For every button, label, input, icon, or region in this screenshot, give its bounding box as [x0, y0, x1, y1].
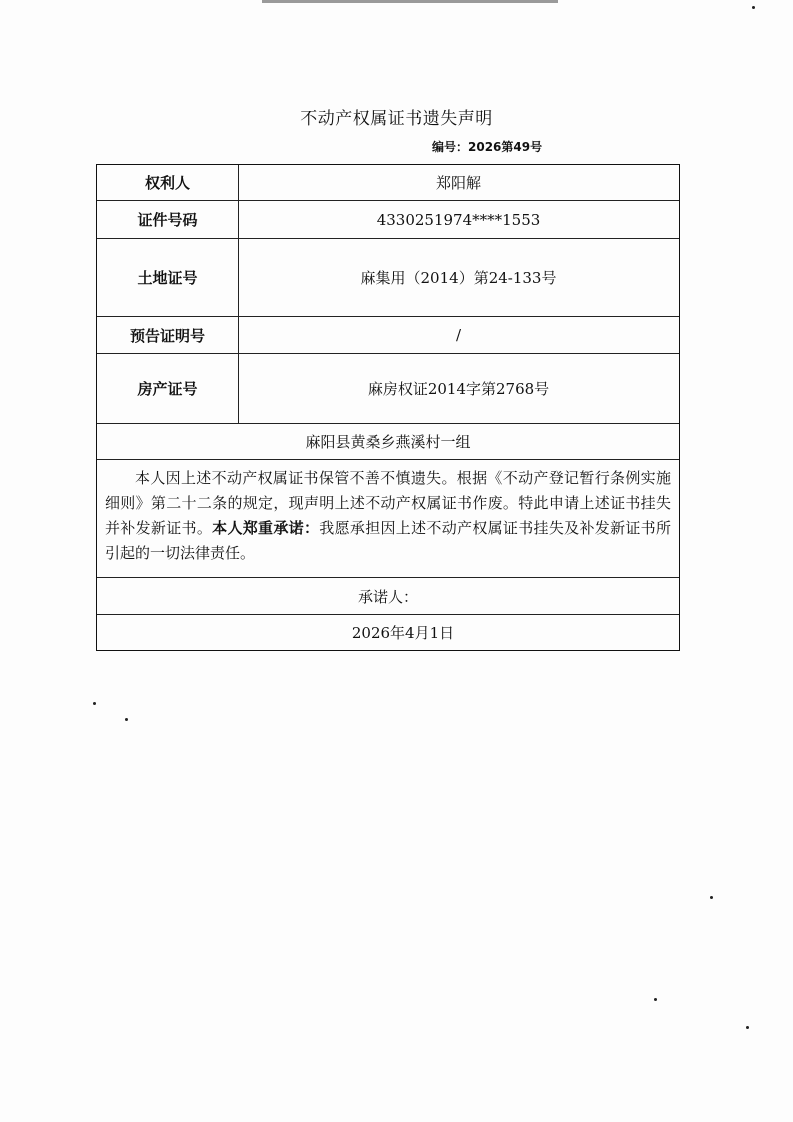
scan-speck	[752, 6, 755, 9]
declaration-table	[96, 164, 680, 651]
statement-part2: 我愿承担因上述不动产权属证书挂失及补发新证书所引起的一切法律责任。	[105, 519, 671, 562]
row-label: 证件号码	[97, 201, 239, 238]
scan-speck	[654, 998, 657, 1001]
document-title: 不动产权属证书遗失声明	[300, 109, 493, 129]
table-row	[97, 165, 679, 201]
scan-speck	[746, 1026, 749, 1029]
scan-edge-mark	[262, 0, 558, 3]
statement-promise-label: 本人郑重承诺：	[212, 519, 320, 537]
promisor-label: 承诺人：	[357, 587, 418, 606]
property-address: 麻阳县黄桑乡燕溪村一组	[305, 433, 471, 451]
row-value: 郑阳解	[435, 174, 481, 192]
scan-speck	[710, 896, 713, 899]
statement-text	[105, 466, 671, 566]
row-value: 麻集用（2014）第24-133号	[360, 269, 557, 287]
table-row	[97, 239, 679, 317]
statement-part1: 本人因上述不动产权属证书保管不善不慎遗失。根据《不动产登记暂行条例实施细则》第二十二条的规定，现声明上述不动产权属证书作废。特此申请上述证书挂失并补发新证书。	[105, 469, 671, 537]
row-value: 麻房权证2014字第2768号	[367, 380, 550, 398]
table-row	[97, 317, 679, 354]
row-label: 预告证明号	[97, 317, 239, 353]
row-value: 4330251974****1553	[376, 210, 541, 229]
declaration-date: 2026年4月1日	[351, 623, 455, 642]
scan-speck	[93, 702, 96, 705]
address-row	[97, 424, 679, 460]
document-number: 编号：2026第49号	[432, 140, 543, 154]
row-label: 房产证号	[97, 354, 239, 423]
row-value: /	[455, 326, 462, 344]
statement-row	[97, 460, 679, 578]
scan-speck	[125, 718, 128, 721]
date-row	[97, 615, 679, 649]
promisor-row	[97, 578, 679, 615]
row-label: 权利人	[97, 165, 239, 200]
table-row	[97, 201, 679, 239]
row-label: 土地证号	[97, 239, 239, 316]
table-row	[97, 354, 679, 424]
